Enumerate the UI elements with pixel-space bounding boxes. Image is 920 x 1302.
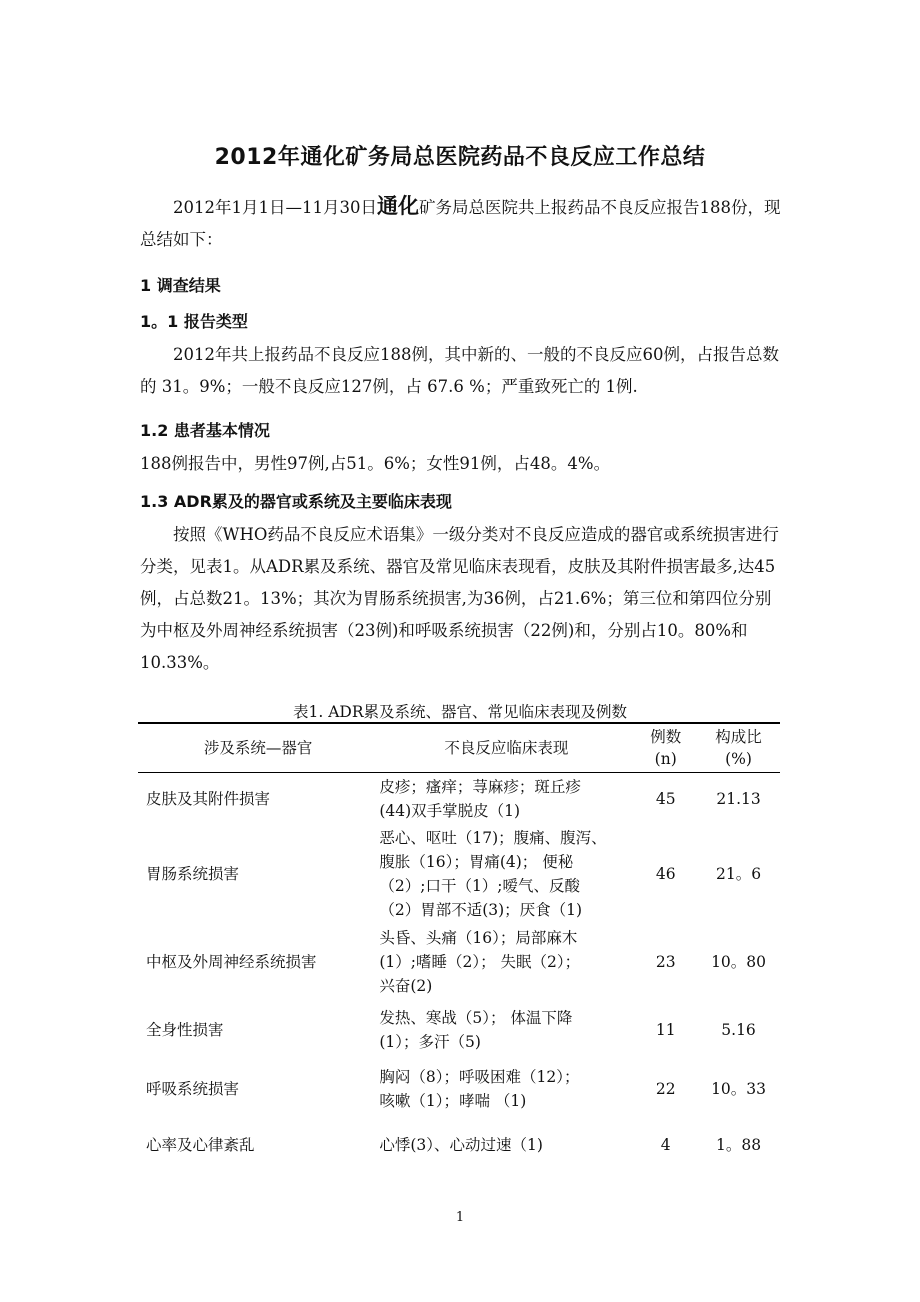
header-system: 涉及系统—器官 xyxy=(203,739,313,757)
manifestation-line: 发热、寒战（5）； 体温下降 xyxy=(379,1008,573,1027)
cell-system: 心率及心律紊乱 xyxy=(146,1135,255,1154)
table-row xyxy=(138,923,780,1001)
header-count-line1: 例数 xyxy=(650,728,682,746)
cell-manifestation xyxy=(378,1059,634,1119)
cell-ratio: 21。6 xyxy=(716,864,762,883)
table-row xyxy=(138,1001,780,1059)
heading-1-1: 1。1 报告类型 xyxy=(140,312,248,331)
cell-count: 22 xyxy=(655,1079,676,1098)
table-row xyxy=(138,1119,780,1171)
manifestation-line: 恶心、呕吐（17)；腹痛、腹泻、 xyxy=(379,828,607,847)
page-number: 1 xyxy=(455,1210,465,1225)
cell-system: 呼吸系统损害 xyxy=(146,1079,240,1098)
cell-ratio: 5.16 xyxy=(721,1020,756,1039)
cell-manifestation xyxy=(378,1001,634,1059)
intro-emphasis: 通化 xyxy=(376,194,419,218)
manifestation-line: (44)双手掌脱皮（1) xyxy=(379,801,521,820)
manifestation-line: （2）;口干（1）;嗳气、反酸 xyxy=(379,876,581,895)
manifestation-line: 咳嗽（1）；哮喘 （1) xyxy=(379,1091,527,1110)
cell-count: 46 xyxy=(655,864,676,883)
paragraph-1-2: 188例报告中，男性97例,占51。6%；女性91例，占48。4%。 xyxy=(140,454,611,473)
manifestation-line: (1）;嗜睡（2）； 失眠（2）； xyxy=(379,952,581,971)
manifestation-line: 头昏、头痛（16）；局部麻木 xyxy=(379,928,578,947)
cell-system: 胃肠系统损害 xyxy=(146,864,240,883)
cell-manifestation xyxy=(378,825,634,923)
cell-system: 全身性损害 xyxy=(146,1020,224,1039)
heading-1-2: 1.2 患者基本情况 xyxy=(140,421,270,440)
cell-count: 45 xyxy=(655,789,676,808)
cell-system: 皮肤及其附件损害 xyxy=(146,789,271,808)
table-body xyxy=(138,773,780,1171)
paragraph-1-1: 2012年共上报药品不良反应188例，其中新的、一般的不良反应60例，占报告总数的 31。9%；一般不良反应127例，占 67.6 %；严重致死亡的 1例. xyxy=(140,345,779,396)
header-count-line2: (n) xyxy=(654,750,677,768)
header-manifestation: 不良反应临床表现 xyxy=(444,739,569,757)
header-ratio xyxy=(697,723,780,773)
cell-ratio: 1。88 xyxy=(716,1135,762,1154)
cell-system: 中枢及外周神经系统损害 xyxy=(146,952,317,971)
cell-count: 11 xyxy=(655,1020,676,1039)
table-caption: 表1. ADR累及系统、器官、常见临床表现及例数 xyxy=(292,703,627,721)
manifestation-line: （2）胃部不适(3)；厌食（1) xyxy=(379,900,583,919)
heading-1: 1 调查结果 xyxy=(140,276,221,295)
table-header-row xyxy=(138,723,780,773)
cell-manifestation xyxy=(378,773,634,825)
manifestation-line: (1）；多汗（5) xyxy=(379,1032,481,1051)
manifestation-line: 兴奋(2) xyxy=(379,976,433,995)
intro-paragraph xyxy=(140,190,786,256)
manifestation-line: 腹胀（16）；胃痛(4)； 便秘 xyxy=(379,852,574,871)
manifestation-line: 心悸(3）、心动过速（1) xyxy=(379,1135,543,1154)
table-row xyxy=(138,773,780,825)
cell-count: 4 xyxy=(660,1135,671,1154)
table-row xyxy=(138,825,780,923)
manifestation-line: 胸闷（8）；呼吸困难（12）； xyxy=(379,1067,580,1086)
cell-count: 23 xyxy=(655,952,676,971)
table-row xyxy=(138,1059,780,1119)
cell-ratio: 10。33 xyxy=(711,1079,767,1098)
document-title: 2012年通化矿务局总医院药品不良反应工作总结 xyxy=(214,145,706,170)
cell-ratio: 10。80 xyxy=(711,952,767,971)
cell-ratio: 21.13 xyxy=(716,789,761,808)
intro-text-1: 2012年1月1日—11月30日 xyxy=(173,198,377,217)
manifestation-line: 皮疹；瘙痒；荨麻疹；斑丘疹 xyxy=(379,777,581,796)
header-ratio-line2: (%) xyxy=(725,750,752,768)
cell-manifestation xyxy=(378,923,634,1001)
intro-text-2: 矿务局总医院共上报药品不良反应报告188份，现总结如下： xyxy=(140,198,781,249)
header-count xyxy=(634,723,697,773)
adr-table xyxy=(138,722,780,1171)
header-ratio-line1: 构成比 xyxy=(715,728,762,746)
cell-manifestation xyxy=(378,1119,634,1171)
heading-1-3: 1.3 ADR累及的器官或系统及主要临床表现 xyxy=(140,492,452,511)
paragraph-1-3: 按照《WHO药品不良反应术语集》一级分类对不良反应造成的器官或系统损害进行分类，见表1。从ADR累及系统、器官及常见临床表现看，皮肤及其附件损害最多,达45例，占总数21。13%；其次为胃肠系统损害,为36例，占21.6%；第三位和第四位分别为中枢及外周神经系统损害（23例)和呼吸系统损害（22例)和，分别占10。80%和10.33%。 xyxy=(140,525,779,672)
